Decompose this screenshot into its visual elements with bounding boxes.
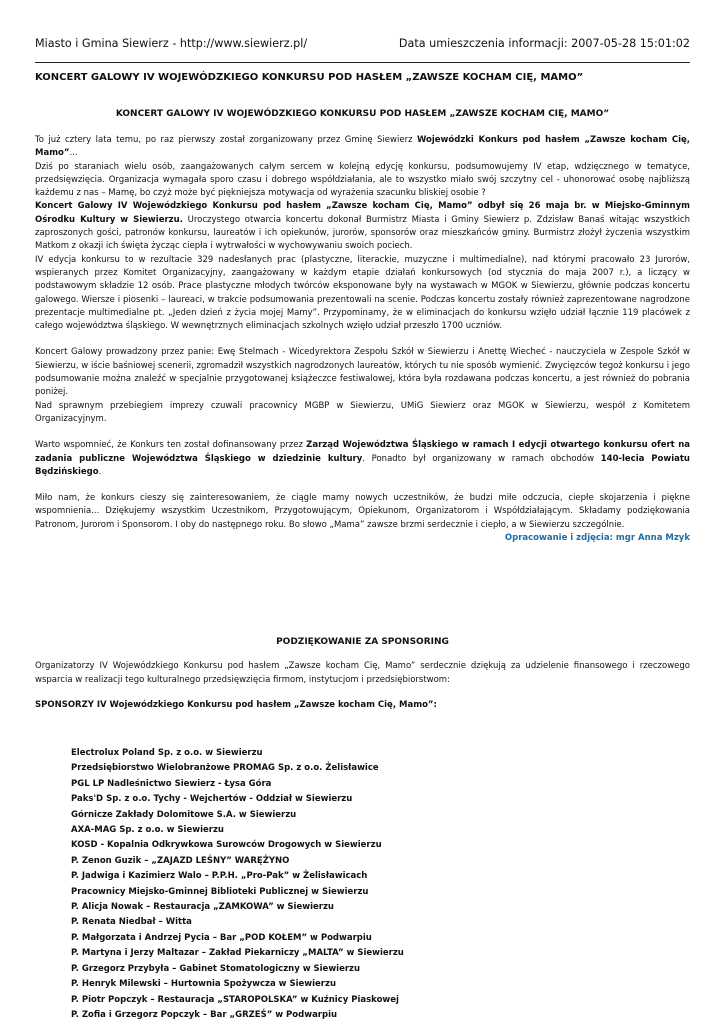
page-header [35, 0, 690, 63]
sponsor-item: P. Jadwiga i Kazimierz Walo – P.P.H. „Pro-Pak” w Żelisławicach [71, 871, 368, 882]
article-title: KONCERT GALOWY IV WOJEWÓDZKIEGO KONKURSU POD HASŁEM „ZAWSZE KOCHAM CIĘ, MAMO” [115, 109, 610, 119]
sponsor-item: P. Renata Niedbał – Witta [71, 917, 192, 928]
paragraph: IV edycja konkursu to w rezultacie 329 nadesłanych prac (plastyczne, literackie, muzyczne i multimedialne), nad którymi pracowało 23 Jurorów, wspieranych przez Komitet Organizacyjny, zaangażowany w każdym etapie działań konkursowych (od stycznia do maja 2007 r.), a liczący w podstawowym składzie 12 osób. Prace plastyczne młodych twórców eksponowane były na wystawach w MGOK w Siewierzu, głównie podczas koncertu galowego. Wiersze i piosenki – laureaci, w trakcie podsumowania prezentowali na scenie. Podczas koncertu zostały również zaprezentowane nagrodzone prezentacje multimedialne pt. „Jeden dzień z życia mojej Mamy”. Przypominamy, że w eliminacjach do konkursu wzięło udział łącznie 119 placówek z całego województwa śląskiego. W wewnętrznych eliminacjach szkolnych wzięło udział przeszło 1700 uczniów. [35, 254, 690, 332]
paragraph: Nad sprawnym przebiegiem imprezy czuwali pracownicy MGBP w Siewierzu, UMiG Siewierz oraz MGOK w Siewierzu, wespół z Komitetem Organizacyjnym. [35, 400, 690, 424]
paragraph: Dziś po staraniach wielu osób, zaangażowanych całym sercem w kolejną edycję konkursu, podsumowujemy IV etap, wdzięcznego w tematyce, przedsięwzięcia. Organizacja wymagała sporo czasu i dobrego współdziałania, ale to wszystko miało swój szczytny cel - uhonorować osobę najbliższą każdemu z nas – Mamę, bo czyż może być piękniejsza motywacja od wyrażenia szacunku bliskiej osobie ? [35, 161, 690, 199]
paragraph-intro: To już cztery lata temu, po raz pierwszy został zorganizowany przez Gminę Siewierz Wojewódzki Konkurs pod hasłem „Zawsze kocham Cię, Mamo”... [35, 135, 690, 159]
publish-date: Data umieszczenia informacji: 2007-05-28 15:01:02 [398, 37, 690, 50]
paragraph: Koncert Galowy prowadzony przez panie: Ewę Stelmach - Wicedyrektora Zespołu Szkół w Siewierzu i Anettę Wiecheć - nauczyciela w Zespole Szkół w Siewierzu, w iście baśniowej scenerii, zgromadził wszystkich nagrodzonych laureatów, których tu nie sposób wymienić. Zwycięzców tegoż konkursu i jego podsumowanie można znaleźć w specjalnie przygotowanej książeczce festiwalowej, która była rozdawana podczas koncertu, a jest również do pobrania poniżej. [35, 347, 690, 398]
author-signature: Opracowanie i zdjęcia: mgr Anna Mzyk [504, 533, 690, 544]
sponsor-item: P. Piotr Popczyk – Restauracja „STAROPOLSKA” w Kuźnicy Piaskowej [71, 994, 399, 1005]
sponsoring-title: PODZIĘKOWANIE ZA SPONSORING [276, 637, 449, 647]
page-title: KONCERT GALOWY IV WOJEWÓDZKIEGO KONKURSU POD HASŁEM „ZAWSZE KOCHAM CIĘ, MAMO” [35, 72, 584, 83]
sponsor-item: P. Henryk Milewski – Hurtownia Spożywcza w Siewierzu [71, 979, 337, 990]
sponsor-item: P. Alicja Nowak – Restauracja „ZAMKOWA” w Siewierzu [71, 902, 334, 913]
sponsor-item: P. Grzegorz Przybyła – Gabinet Stomatologiczny w Siewierzu [71, 963, 361, 974]
paragraph-funding: Warto wspomnieć, że Konkurs ten został dofinansowany przez Zarząd Województwa Śląskiego w ramach I edycji otwartego konkursu ofert na zadania publiczne Województwa Śląskiego w dziedzinie kultury. Ponadto był organizowany w ramach obchodów 140-lecia Powiatu Będzińskiego. [35, 440, 690, 477]
sponsor-item: P. Zofia i Grzegorz Popczyk – Bar „GRZEŚ” w Podwarpiu [71, 1009, 338, 1020]
sponsor-item: Electrolux Poland Sp. z o.o. w Siewierzu [71, 748, 263, 758]
paragraph-concert: Koncert Galowy IV Wojewódzkiego Konkursu pod hasłem „Zawsze kocham Cię, Mamo” odbył się 26 maja br. w Miejsko-Gminnym Ośrodku Kultury w Siewierzu. Uroczystego otwarcia koncertu dokonał Burmistrz Miasta i Gminy Siewierz p. Zdzisław Banaś witając wszystkich zaproszonych gości, patronów konkursu, laureatów i ich opiekunów, jurorów, sponsorów oraz mieszkańców gminy. Burmistrz złożył życzenia wszystkim Matkom z okazji ich święta życząc ciepła i wytrwałości w wychowywaniu swoich pociech. [35, 201, 690, 252]
sponsor-item: P. Zenon Guzik – „ZAJAZD LEŚNY” WARĘŻYNO [71, 855, 290, 866]
sponsor-item: P. Małgorzata i Andrzej Pycia – Bar „POD KOŁEM” w Podwarpiu [71, 932, 372, 943]
sponsor-item: P. Martyna i Jerzy Maltazar – Zakład Piekarniczy „MALTA” w Siewierzu [71, 948, 404, 959]
article-body [35, 134, 690, 545]
sponsor-item: Górnicze Zakłady Dolomitowe S.A. w Siewierzu [71, 809, 297, 820]
document-page [35, 0, 690, 1020]
sponsor-item: Pracownicy Miejsko-Gminnej Biblioteki Publicznej w Siewierzu [71, 886, 369, 897]
sponsor-item: PGL LP Nadleśnictwo Siewierz - Łysa Góra [71, 778, 272, 789]
sponsor-list [71, 746, 404, 1023]
site-url: Miasto i Gmina Siewierz - http://www.siewierz.pl/ [35, 37, 308, 50]
sponsor-item: AXA-MAG Sp. z o.o. w Siewierzu [71, 825, 224, 836]
sponsor-item: Paks'D Sp. z o.o. Tychy - Wejchertów - Oddział w Siewierzu [71, 794, 353, 805]
sponsor-item: Przedsiębiorstwo Wielobranżowe PROMAG Sp. z o.o. Żelisławice [71, 763, 379, 774]
sponsor-item: KOSD - Kopalnia Odkrywkowa Surowców Drogowych w Siewierzu [71, 840, 382, 851]
sponsors-heading: SPONSORZY IV Wojewódzkiego Konkursu pod hasłem „Zawsze kocham Cię, Mamo”: [35, 700, 437, 710]
sponsoring-text: Organizatorzy IV Wojewódzkiego Konkursu pod hasłem „Zawsze kocham Cię, Mamo” serdecznie dziękują za udzielenie finansowego i rzeczowego wsparcia w realizacji tego kulturalnego przedsięwzięcia firmom, instytucjom i przedsiębiorstwom: [35, 661, 690, 685]
paragraph: Miło nam, że konkurs cieszy się zainteresowaniem, że ciągle mamy nowych uczestników, że budzi miłe odczucia, ciepłe skojarzenia i piękne wspomnienia... Dziękujemy wszystkim Uczestnikom, Przygotowującym, Opiekunom, Organizatorom i Współdziałającym. Składamy podziękowania Patronom, Jurorom i Sponsorom. I oby do następnego roku. Bo słowo „Mama” zawsze brzmi serdecznie i ciepło, a w Siewierzu szczególnie. [35, 493, 690, 530]
